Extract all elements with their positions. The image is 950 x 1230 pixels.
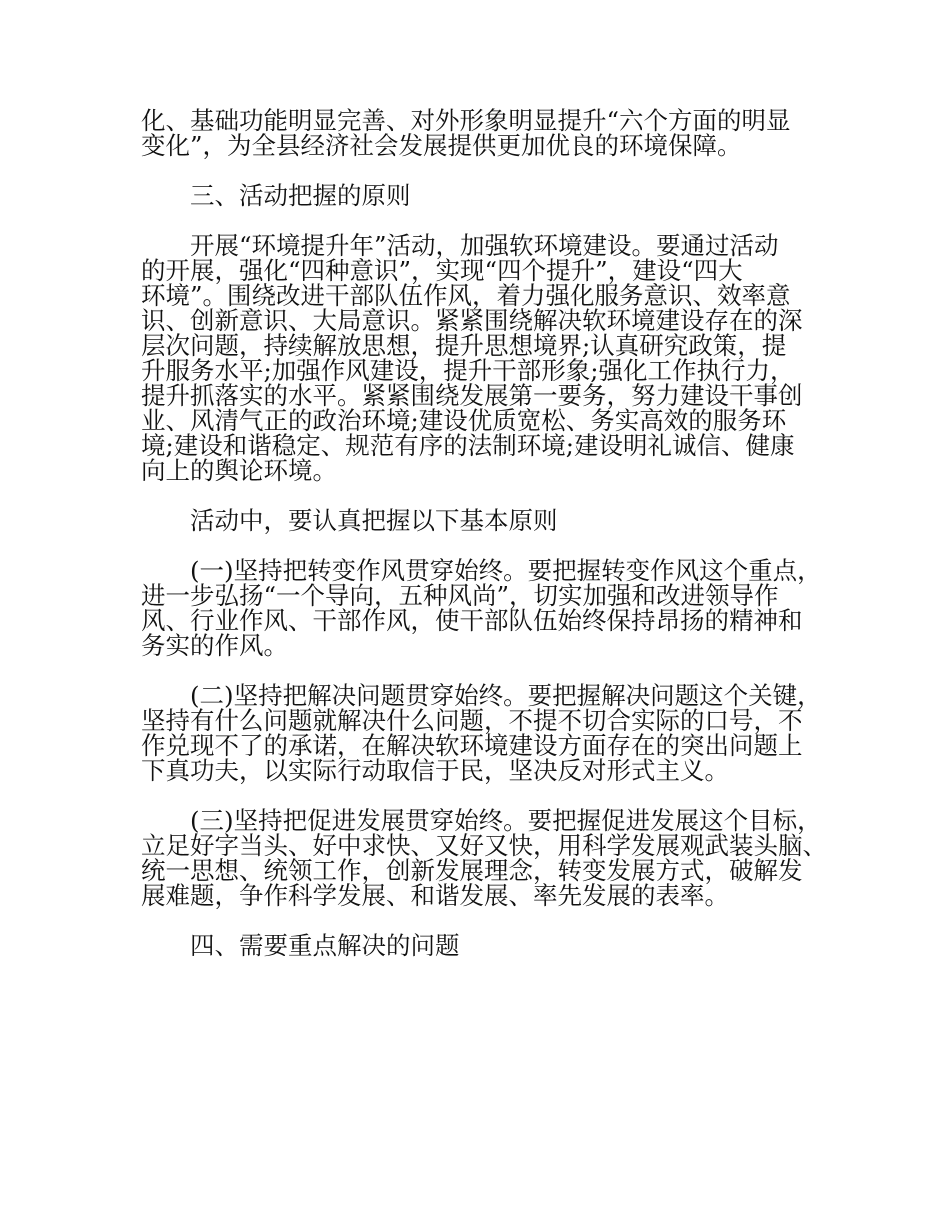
paragraph-intro-continuation bbox=[141, 108, 821, 158]
text-line: 进一步弘扬“一个导向，五种风尚”，切实加强和改进领导作 bbox=[141, 581, 779, 610]
text-line: (一)坚持把转变作风贯穿始终。要把握转变作风这个重点， bbox=[190, 556, 822, 585]
text-line: 活动中，要认真把握以下基本原则 bbox=[190, 506, 558, 535]
paragraph-principles-intro bbox=[141, 508, 821, 533]
paragraph-principle-1 bbox=[141, 558, 821, 658]
heading-text: 三、活动把握的原则 bbox=[190, 181, 411, 210]
text-line: 提升抓落实的水平。紧紧围绕发展第一要务，努力建设干事创 bbox=[141, 381, 803, 410]
text-line: 层次问题，持续解放思想，提升思想境界;认真研究政策，提 bbox=[141, 331, 787, 360]
text-line: 向上的舆论环境。 bbox=[141, 456, 337, 485]
text-line: (三)坚持把促进发展贯穿始终。要把握促进发展这个目标， bbox=[190, 806, 822, 835]
text-line: (二)坚持把解决问题贯穿始终。要把握解决问题这个关键， bbox=[190, 681, 822, 710]
heading-text: 四、需要重点解决的问题 bbox=[190, 931, 460, 960]
text-line: 统一思想、统领工作，创新发展理念，转变发展方式，破解发 bbox=[141, 856, 803, 885]
text-line: 下真功夫，以实际行动取信于民，坚决反对形式主义。 bbox=[141, 756, 729, 785]
text-line: 的开展，强化“四种意识”，实现“四个提升”，建设“四大 bbox=[141, 256, 743, 285]
document-body bbox=[141, 106, 827, 983]
text-line: 环境”。围绕改进干部队伍作风，着力强化服务意识、效率意 bbox=[141, 281, 791, 310]
text-line: 化、基础功能明显完善、对外形象明显提升“六个方面的明显 bbox=[141, 106, 791, 135]
text-line: 立足好字当头、好中求快、又好又快，用科学发展观武装头脑、 bbox=[141, 831, 827, 860]
section-heading-3 bbox=[141, 183, 821, 208]
paragraph-main bbox=[141, 233, 821, 483]
paragraph-principle-2 bbox=[141, 683, 821, 783]
text-line: 务实的作风。 bbox=[141, 631, 288, 660]
text-line: 业、风清气正的政治环境;建设优质宽松、务实高效的服务环 bbox=[141, 406, 787, 435]
text-line: 境;建设和谐稳定、规范有序的法制环境;建设明礼诚信、健康 bbox=[141, 431, 795, 460]
text-line: 展难题，争作科学发展、和谐发展、率先发展的表率。 bbox=[141, 881, 729, 910]
text-line: 开展“环境提升年”活动，加强软环境建设。要通过活动 bbox=[190, 231, 779, 260]
text-line: 作兑现不了的承诺，在解决软环境建设方面存在的突出问题上 bbox=[141, 731, 803, 760]
text-line: 识、创新意识、大局意识。紧紧围绕解决软环境建设存在的深 bbox=[141, 306, 803, 335]
text-line: 风、行业作风、干部作风，使干部队伍始终保持昂扬的精神和 bbox=[141, 606, 803, 635]
text-line: 坚持有什么问题就解决什么问题，不提不切合实际的口号，不 bbox=[141, 706, 803, 735]
section-heading-4 bbox=[141, 933, 821, 958]
paragraph-principle-3 bbox=[141, 806, 827, 910]
text-line: 变化”，为全县经济社会发展提供更加优良的环境保障。 bbox=[141, 131, 742, 160]
text-line: 升服务水平;加强作风建设，提升干部形象;强化工作执行力， bbox=[141, 356, 795, 385]
